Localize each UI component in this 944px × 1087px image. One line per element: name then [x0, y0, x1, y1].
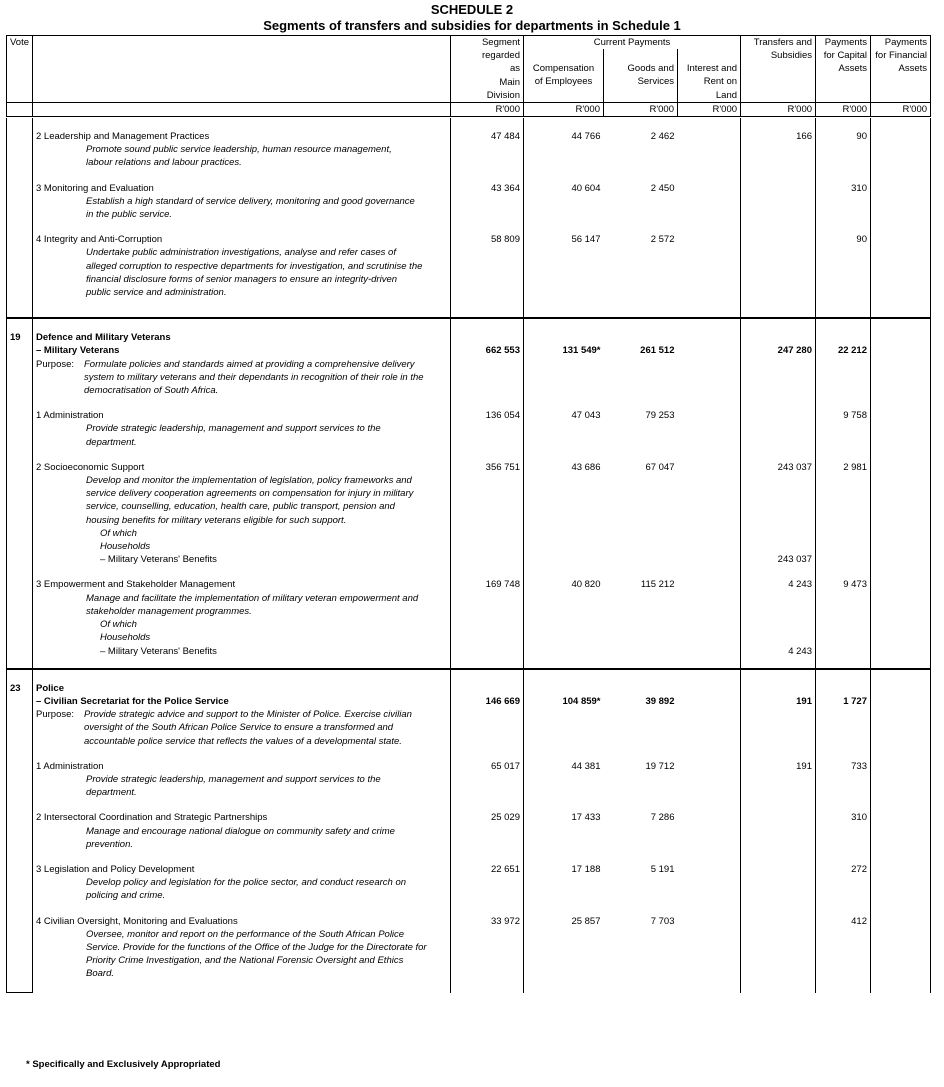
goods-value: 2 450	[650, 182, 675, 194]
unit-label: R'000	[451, 103, 524, 117]
transfers-value: 247 280	[741, 331, 816, 357]
programme-name: 2 Socioeconomic Support	[36, 461, 145, 473]
unit-label: R'000	[816, 103, 871, 117]
segment-value: 662 553	[451, 331, 524, 357]
programme-name: 1 Administration	[36, 410, 104, 422]
programme-desc: Provide strategic leadership, management and support services to the department.	[86, 423, 381, 448]
transfers-header: Transfers and Subsidies	[741, 36, 816, 103]
unit-label: R'000	[604, 103, 678, 117]
programme-name: 2 Leadership and Management Practices	[36, 131, 210, 142]
schedule-body	[6, 118, 931, 993]
programme-desc: Develop and monitor the implementation of legislation, policy frameworks and service delivery cooperation agreements on compensation for injury in military service, counselling, education, health care, public transport, pension and housing benefits for military veterans eligible for such support.	[86, 475, 414, 526]
entity-name: – Civilian Secretariat for the Police Service	[36, 695, 229, 707]
capital-value: 310	[816, 182, 871, 222]
programme-desc: Manage and facilitate the implementation of military veteran empowerment and stakeholder management programmes.	[86, 592, 419, 617]
unit-label: R'000	[524, 103, 604, 117]
unit-row	[7, 103, 931, 117]
purpose-row: Purpose: Provide strategic advice and support to the Minister of Police. Exercise civilian oversight of the South African Police Service to ensure a transformed and accountable police service that reflects the values of a developmental state.	[7, 708, 931, 748]
table-row: 2 Intersectoral Coordination and Strategic Partnerships Manage and encourage national dialogue on community safety and crime prevention. 25 029 17 433 7 286 310	[7, 811, 931, 851]
entity-name: – Military Veterans	[36, 345, 120, 357]
purpose-label: Purpose:	[36, 358, 75, 370]
capital-header: Payments for Capital Assets	[816, 36, 871, 103]
unit-label: R'000	[871, 103, 931, 117]
vote-number: 23	[7, 682, 33, 708]
comp-value: 40 604	[571, 182, 601, 194]
vote-header-row	[7, 331, 931, 357]
schedule-title: SCHEDULE 2	[430, 2, 514, 17]
schedule-table	[6, 35, 931, 117]
table-row: 4 Civilian Oversight, Monitoring and Evaluations Oversee, monitor and report on the performance of the South African Police Service. Provide for the functions of the Office of the Judge for the Directorate for Priority Crime Investigation, and the National Forensic Oversight and Ethics Board. 33 972 25 857 7 703 412	[7, 915, 931, 993]
unit-label: R'000	[678, 103, 741, 117]
comp-value: 131 549*	[562, 345, 601, 357]
segment-header: Segment regarded as Main Division	[451, 36, 524, 103]
current-payments-header: Current Payments	[524, 36, 741, 50]
compensation-header: Compensation of Employees	[524, 49, 604, 102]
table-row: 2 Socioeconomic Support Develop and monitor the implementation of legislation, policy frameworks and service delivery cooperation agreements on compensation for injury in military service, counselling, education, health care, public transport, pension and housing benefits for military veterans eligible for such support. Of which Households – Military Veterans' Benefits 356 751 43 686 67 047 243 037 243 037 2 981	[7, 461, 931, 567]
table-row	[7, 182, 931, 222]
schedule-subtitle: Segments of transfers and subsidies for departments in Schedule 1	[263, 18, 681, 33]
programme-name: 4 Integrity and Anti-Corruption	[36, 234, 163, 246]
table-row	[7, 130, 931, 170]
programme-desc: Establish a high standard of service delivery, monitoring and good governance in the public service.	[86, 195, 415, 221]
programme-desc: Undertake public administration investigations, analyse and refer cases of alleged corruption to respective departments for investigation, and scrutinise the financial disclosure forms of senior managers to ensure an integrity-driven public service and administration.	[86, 247, 423, 299]
programme-name: 3 Monitoring and Evaluation	[36, 182, 154, 194]
unit-label: R'000	[741, 103, 816, 117]
description-header	[33, 36, 451, 103]
department-name: Defence and Military Veterans	[36, 332, 171, 344]
purpose-text: Formulate policies and standards aimed at providing a comprehensive delivery system to military veterans and their dependants in recognition of their role in the democratisation of South Africa.	[84, 358, 424, 397]
goods-value: 2 462	[650, 131, 675, 142]
vote-number: 19	[7, 331, 33, 357]
header-row	[7, 36, 931, 50]
table-row: 1 Administration Provide strategic leadership, management and support services to the department. 65 017 44 381 19 712 191 733	[7, 760, 931, 800]
capital-value: 90	[816, 233, 871, 318]
goods-value: 2 572	[604, 233, 678, 318]
segment-value: 47 484	[451, 130, 524, 170]
comp-value: 44 766	[571, 131, 601, 142]
vote-block-23	[7, 669, 931, 993]
capital-value: 22 212	[816, 331, 871, 357]
department-name: Police	[36, 682, 64, 694]
vote-block-19	[7, 318, 931, 668]
comp-value: 56 147	[524, 233, 604, 318]
capital-value: 90	[816, 130, 871, 170]
transfers-value: 166	[741, 130, 816, 170]
table-row: 1 Administration Provide strategic leadership, management and support services to the department. 136 054 47 043 79 253 9 758	[7, 409, 931, 449]
interest-header: Interest and Rent on Land	[678, 49, 741, 102]
purpose-row	[7, 358, 931, 398]
vote-block-previous	[7, 118, 931, 318]
programme-desc: Promote sound public service leadership, human resource management, labour relations and labour practices.	[86, 144, 392, 169]
programme-name: 3 Empowerment and Stakeholder Management	[36, 579, 236, 591]
financial-header: Payments for Financial Assets	[871, 36, 931, 103]
vote-header: Vote	[7, 36, 33, 103]
table-row	[7, 233, 931, 318]
table-row: 3 Legislation and Policy Development Develop policy and legislation for the police sector, and conduct research on policing and crime. 22 651 17 188 5 191 272	[7, 863, 931, 903]
vote-header-row: 23 Police – Civilian Secretariat for the Police Service 146 669 104 859* 39 892 191 1 727	[7, 682, 931, 708]
segment-value: 43 364	[451, 182, 524, 222]
table-row: 3 Empowerment and Stakeholder Management Manage and facilitate the implementation of military veteran empowerment and stakeholder management programmes. Of which Households – Military Veterans' Benefits 169 748 40 820 115 212 4 243 4 243 9 473	[7, 578, 931, 668]
goods-header: Goods and Services	[604, 49, 678, 102]
segment-value: 58 809	[451, 233, 524, 318]
footnote: * Specifically and Exclusively Appropriated	[26, 1059, 221, 1070]
goods-value: 261 512	[640, 345, 675, 357]
